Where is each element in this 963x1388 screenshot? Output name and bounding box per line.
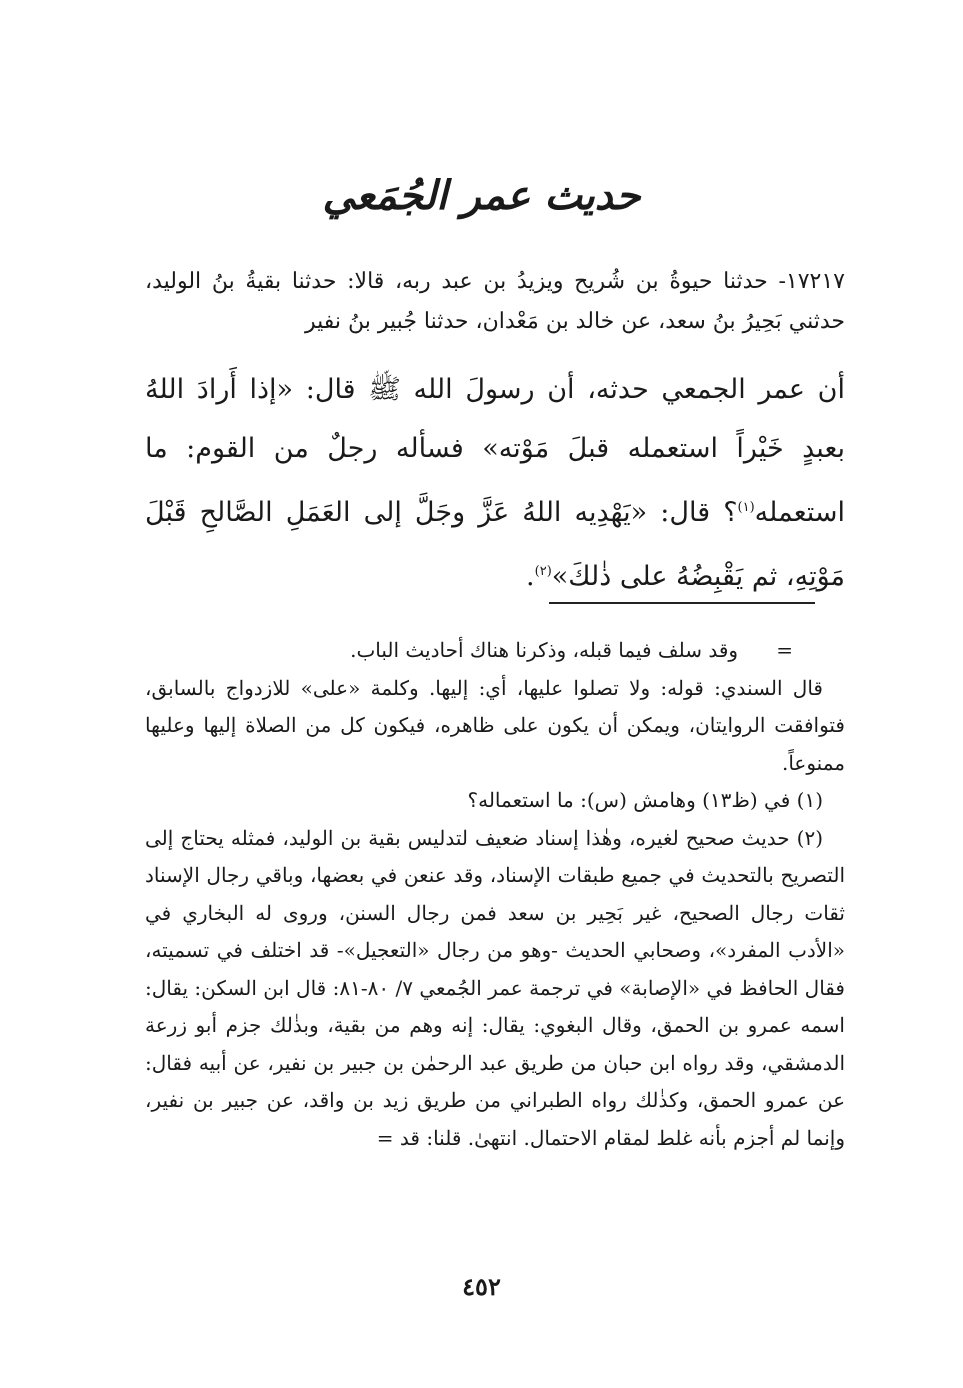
footnote-separator: [549, 602, 815, 604]
footnote-ref-1: (١): [737, 500, 755, 515]
footnote-sindi: قال السندي: قوله: ولا تصلوا عليها، أي: إليها. وكلمة «على» للازدواج بالسابق، فتوافقت الروايتان، ويمكن أن يكون على ظاهره، فيكون كل من الصلاة إليها وعليها ممنوعاً.: [145, 675, 845, 775]
footnote-continued-text: وقد سلف فيما قبله، وذكرنا هناك أحاديث الباب.: [350, 638, 739, 662]
matn-text-part2: ؟ قال: «يَهْدِيه اللهُ عَزَّ وجَلَّ إلى العَمَلِ الصَّالحِ قَبْلَ مَوْتِهِ، ثم يَقْبِضُهُ على ذٰلكَ»: [145, 497, 845, 592]
footnote-ref-2: (٢): [534, 564, 552, 579]
chapter-title: حديث عمر الجُمَعي: [322, 172, 641, 219]
hadith-matn: [145, 360, 845, 606]
footnote-continued-line: [145, 632, 845, 670]
footnotes-section: [145, 632, 845, 1157]
footnote-1: (١) في (ظ١٣) وهامش (س): ما استعماله؟: [467, 788, 823, 812]
continuation-mark: =: [776, 638, 793, 662]
matn-text-end: .: [526, 561, 535, 592]
footnote-2: (٢) حديث صحيح لغيره، وهٰذا إسناد ضعيف لتدليس بقية بن الوليد، فمثله يحتاج إلى التصريح بالتحديث في جميع طبقات الإسناد، وقد عنعن في بعضها، وباقي رجال الإسناد ثقات رجال الصحيح، غير بَحِير بن سعد فمن رجال السنن، وروى له البخاري في «الأدب المفرد»، وصحابي الحديث -وهو من رجال «التعجيل»- قد اختلف في تسميته، فقال الحافظ في «الإصابة» في ترجمة عمر الجُمعي ٧/ ٨٠-٨١: قال ابن السكن: يقال: اسمه عمرو بن الحمق، وقال البغوي: يقال: إنه وهم من بقية، وبذٰلك جزم أبو زرعة الدمشقي، وقد رواه ابن حبان من طريق عبد الرحمٰن بن جبير بن نفير، عن أبيه فقال: عن عمرو الحمق، وكذٰلك رواه الطبراني من طريق زيد بن واقد، عن جبير بن نفير، وإنما لم أجزم بأنه غلط لمقام الاحتمال. انتهىٰ. قلنا: قد =: [145, 825, 845, 1150]
page-number: ٤٥٢: [462, 1272, 501, 1301]
matn-text-part1: أن عمر الجمعي حدثه، أن رسولَ الله ﷺ قال: «إذا أَرادَ اللهُ بعبدٍ خَيْراً استعمله قبلَ مَوْته» فسأله رجلٌ من القوم: ما استعمله: [145, 374, 845, 528]
hadith-isnad: ١٧٢١٧- حدثنا حيوةُ بن شُريح ويزيدُ بن عبد ربه، قالا: حدثنا بقيةُ بنُ الوليد، حدثني بَحِيرُ بنُ سعد، عن خالد بن مَعْدان، حدثنا جُبير بنُ نفير: [145, 269, 845, 334]
